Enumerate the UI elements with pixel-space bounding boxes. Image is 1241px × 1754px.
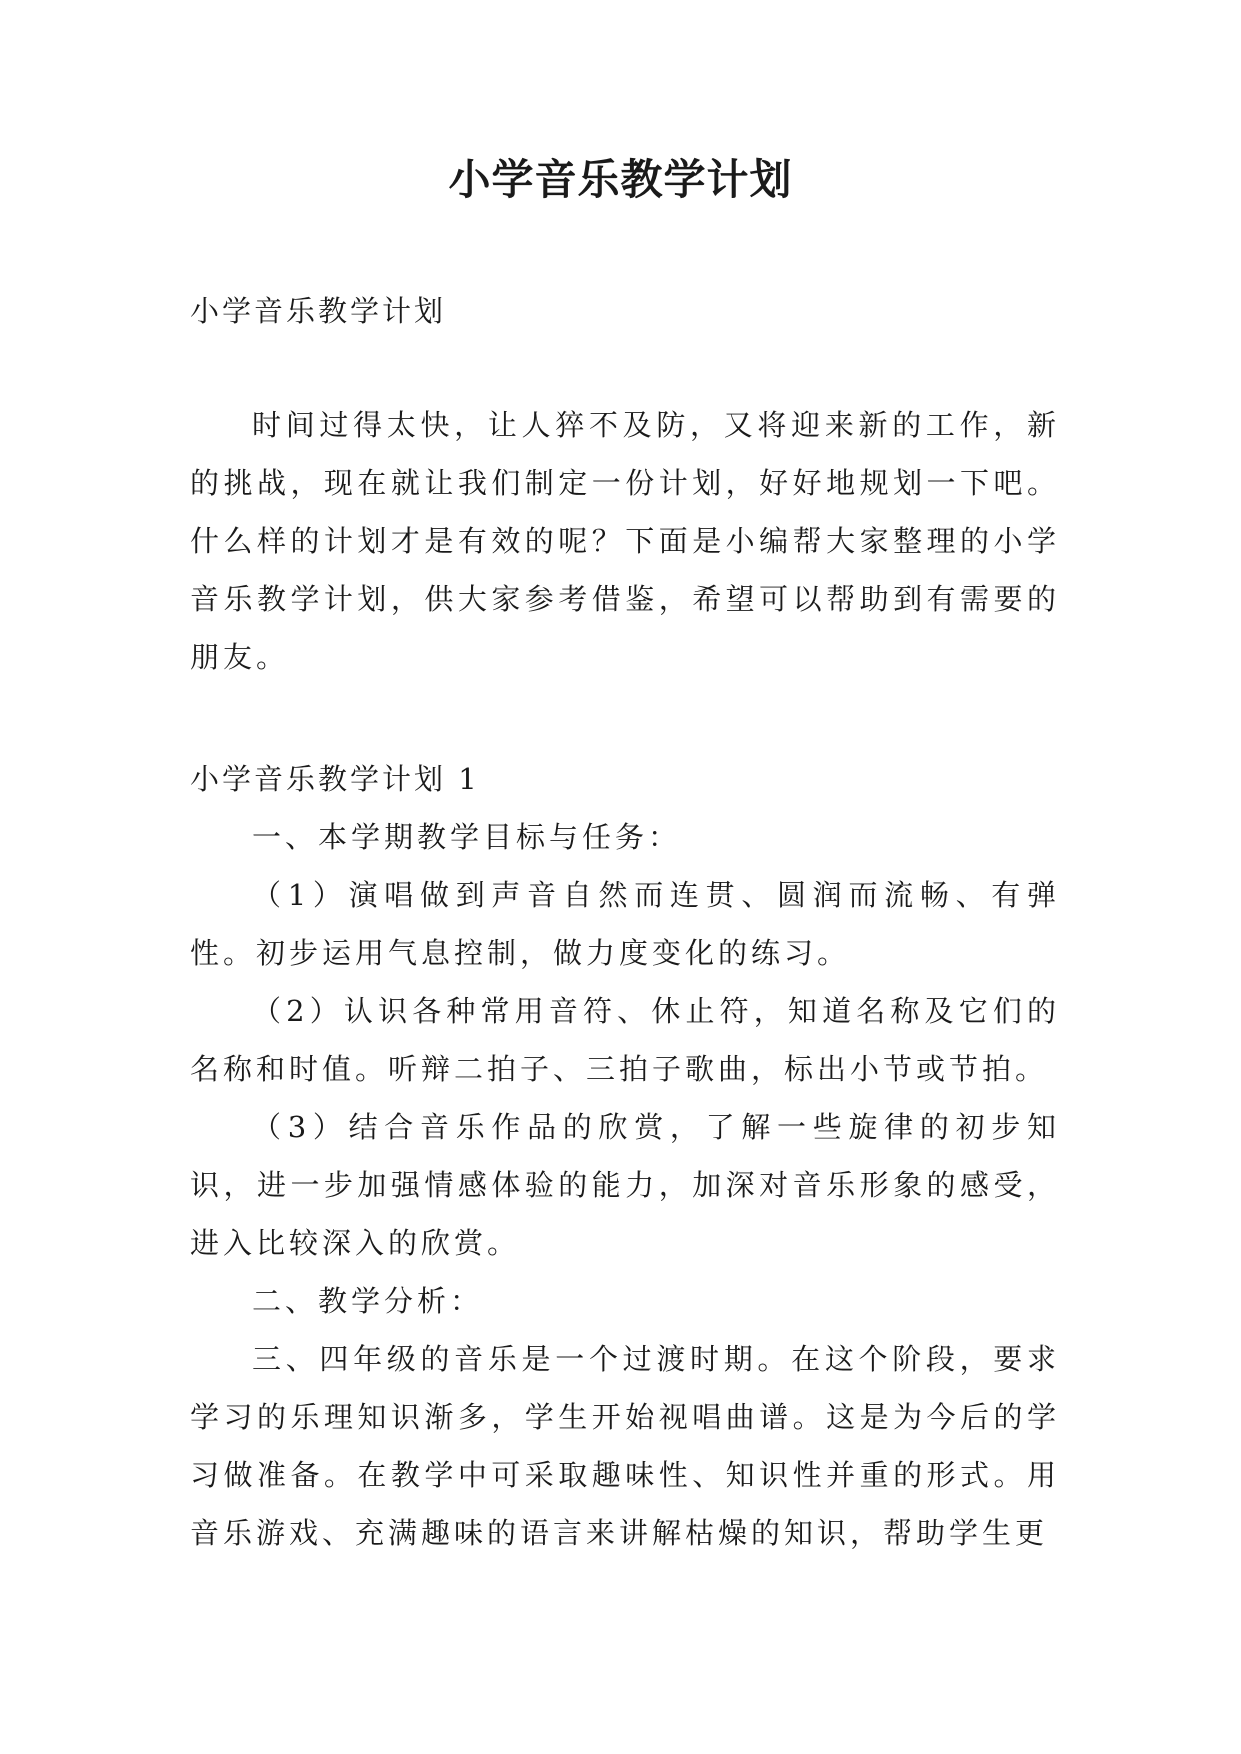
document-title: 小学音乐教学计划 — [448, 155, 793, 204]
paragraph-analysis-body: 三、四年级的音乐是一个过渡时期。在这个阶段，要求学习的乐理知识渐多，学生开始视唱曲谱。这是为今后的学习做准备。在教学中可采取趣味性、知识性并重的形式。用音乐游戏、充满趣味的语言来讲解枯燥的知识，帮助学生更 — [190, 1342, 1060, 1550]
paragraph-goal-1: （1）演唱做到声音自然而连贯、圆润而流畅、有弹性。初步运用气息控制，做力度变化的练习。 — [190, 878, 1060, 970]
intro-paragraph: 时间过得太快，让人猝不及防，又将迎来新的工作，新的挑战，现在就让我们制定一份计划，好好地规划一下吧。什么样的计划才是有效的呢？下面是小编帮大家整理的小学音乐教学计划，供大家参考借鉴，希望可以帮助到有需要的朋友。 — [190, 408, 1060, 674]
paragraph-goal-2: （2）认识各种常用音符、休止符，知道名称及它们的名称和时值。听辩二拍子、三拍子歌曲，标出小节或节拍。 — [190, 994, 1060, 1086]
paragraph-goals-heading: 一、本学期教学目标与任务： — [252, 820, 682, 854]
document-body — [190, 290, 1060, 1562]
paragraph-analysis-heading: 二、教学分析： — [252, 1284, 484, 1318]
paragraph-goal-3: （3）结合音乐作品的欣赏，了解一些旋律的初步知识，进一步加强情感体验的能力，加深对音乐形象的感受，进入比较深入的欣赏。 — [190, 1110, 1060, 1260]
section-heading: 小学音乐教学计划 1 — [190, 762, 480, 796]
document-subtitle: 小学音乐教学计划 — [190, 294, 447, 328]
